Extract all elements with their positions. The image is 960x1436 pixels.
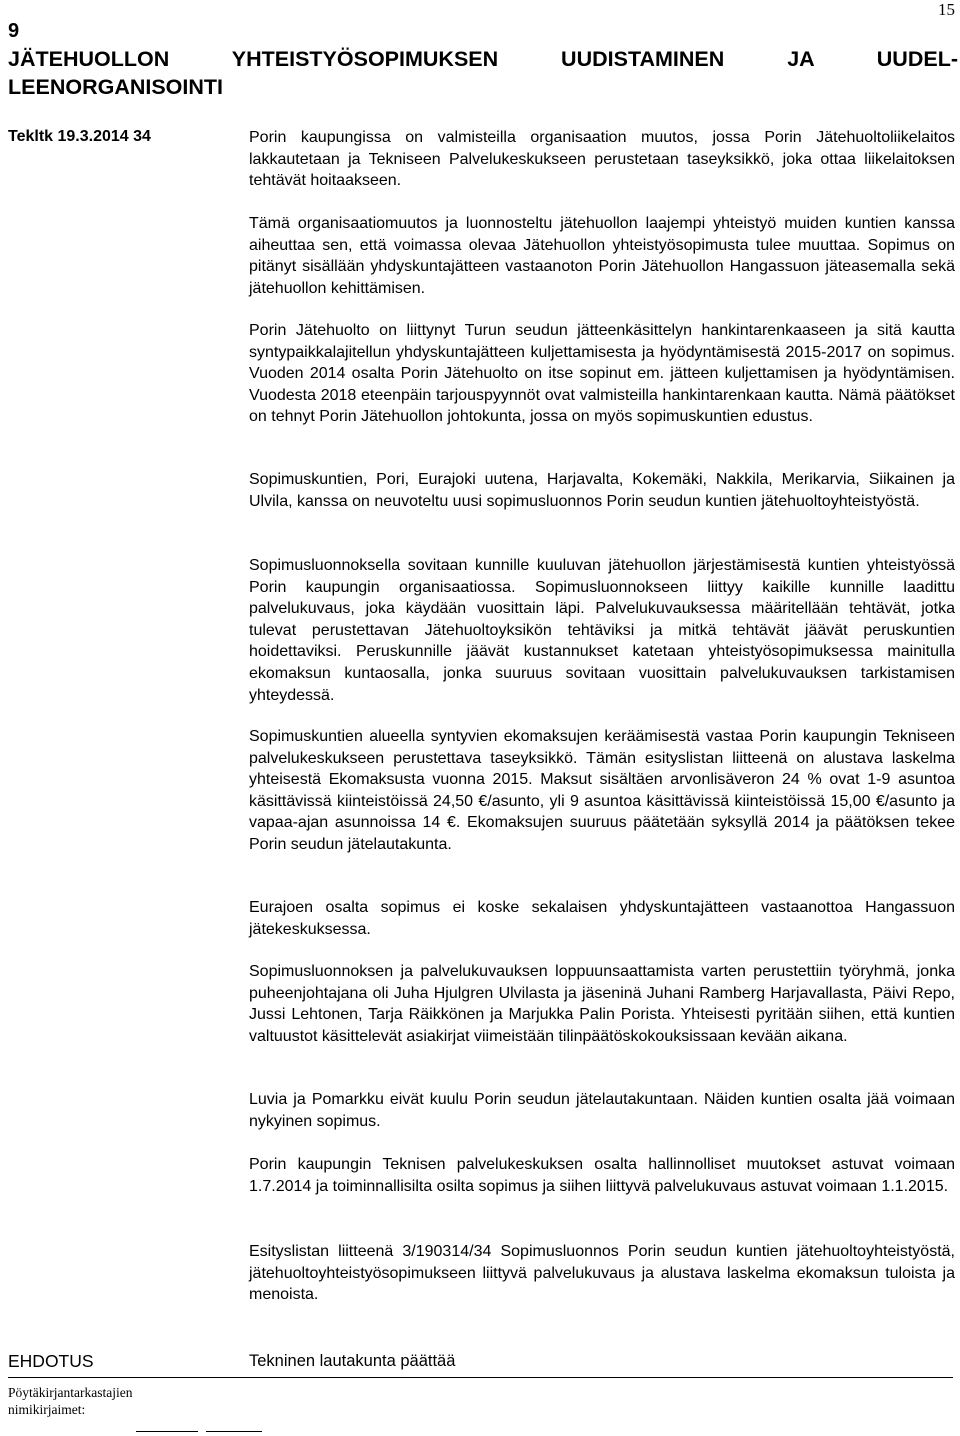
footer-label-line2: nimikirjaimet: [8,1402,86,1417]
section-title-line2: LEENORGANISOINTI [8,75,224,99]
footer-label-line1: Pöytäkirjantarkastajien [8,1385,133,1400]
page-number: 15 [938,0,955,19]
proposal-label: EHDOTUS [8,1351,94,1371]
meeting-reference: Tekltk 19.3.2014 34 [8,128,151,145]
initials-line-1 [136,1431,198,1432]
footer-initials-label [8,1384,132,1418]
decision-text: Tekninen lautakunta päättää [249,1352,456,1370]
initials-line-2 [206,1431,262,1432]
paragraph: Porin kaupungissa on valmisteilla organisaation muutos, jossa Porin Jätehuoltoliikelaitos lakkautetaan ja Tekniseen Palvelukeskukseen perustetaan taseyksikkö, joka ottaa liikelaitoksen tehtävät hoitaakseen. [249,129,955,190]
paragraph: Luvia ja Pomarkku eivät kuulu Porin seudun jätelautakuntaan. Näiden kuntien osalta jää voimaan nykyinen sopimus. [249,1091,955,1130]
paragraph: Esityslistan liitteenä 3/190314/34 Sopimusluonnos Porin seudun kuntien jätehuoltoyhteistyöstä, jätehuoltoyhteistyösopimukseen liittyvä palvelukuvaus ja alustava laskelma ekomaksun tuloista ja menoista. [249,1243,955,1304]
paragraph: Sopimusluonnoksella sovitaan kunnille kuuluvan jätehuollon järjestämisestä kuntien yhteistyössä Porin kaupungin organisaatiossa. Sopimusluonnokseen liittyy kaikille kunnille laadittu palvelukuvaus, joka käydään vuosittain läpi. Palvelukuvauksessa määritellään tehtävät, jotka tulevat perustettavan Jätehuoltoyksikön tehtäviksi ja mitkä tehtävät jäävät peruskuntien hoidettaviksi. Peruskunnille jäävät kustannukset katetaan yhteistyösopimuksessa mainitulla ekomaksun kuntaosalla, jonka suuruus sovitaan vuosittain palvelukuvauksen tarkistamisen yhteydessä. [249,557,955,704]
paragraph: Eurajoen osalta sopimus ei koske sekalaisen yhdyskuntajätteen vastaanottoa Hangassuon jätekeskuksessa. [249,899,955,938]
section-title [8,45,958,101]
paragraph: Porin Jätehuolto on liittynyt Turun seudun jätteenkäsittelyn hankintarenkaaseen ja sitä kautta syntypaikkalajitellun yhdyskuntajätteen kuljettamisesta ja hyödyntämisestä 2015-2017 on sopimus. Vuoden 2014 osalta Porin Jätehuolto on itse sopinut em. jätteen kuljettamisen ja hyödyntämisen. Vuodesta 2018 eteenpäin tarjouspyynnöt ovat valmisteilla hankintarenkaan kautta. Nämä päätökset on tehnyt Porin Jätehuollon johtokunta, jossa on myös sopimuskuntien edustus. [249,322,955,426]
footer-divider [8,1377,953,1378]
section-title-line1: JÄTEHUOLLON YHTEISTYÖSOPIMUKSEN UUDISTAMINEN JA UUDEL- [8,47,958,71]
paragraph: Tämä organisaatiomuutos ja luonnosteltu jätehuollon laajempi yhteistyö muiden kuntien kanssa aiheuttaa sen, että voimassa olevaa Jätehuollon yhteistyösopimusta tulee muuttaa. Sopimus on pitänyt sisällään yhdyskuntajätteen vastaanoton Porin Jätehuollon Hangassuon jäteasemalla sekä jätehuollon kehittämisen. [249,215,955,297]
paragraph: Porin kaupungin Teknisen palvelukeskuksen osalta hallinnolliset muutokset astuvat voimaan 1.7.2014 ja toiminnallisilta osilta sopimus ja siihen liittyvä palvelukuvaus astuvat voimaan 1.1.2015. [249,1156,955,1195]
paragraph: Sopimusluonnoksen ja palvelukuvauksen loppuunsaattamista varten perustettiin työryhmä, jonka puheenjohtajana oli Juha Hjulgren Ulvilasta ja jäseninä Juhani Ramberg Harjavallasta, Päivi Repo, Jussi Lehtonen, Tarja Räikkönen ja Marjukka Palin Porista. Yhteisesti pyritään siihen, että kuntien valtuustot käsittelevät asiakirjat viimeistään tilinpäätöskokouksissaan kevään aikana. [249,963,955,1045]
paragraph: Sopimuskuntien, Pori, Eurajoki uutena, Harjavalta, Kokemäki, Nakkila, Merikarvia, Siikainen ja Ulvila, kanssa on neuvoteltu uusi sopimusluonnos Porin seudun kuntien jätehuoltoyhteistyöstä. [249,471,955,510]
paragraph: Sopimuskuntien alueella syntyvien ekomaksujen keräämisestä vastaa Porin kaupungin Tekniseen palvelukeskukseen perustettava taseyksikkö. Tämän esityslistan liitteenä on alustava laskelma yhteisestä Ekomaksusta vuonna 2015. Maksut sisältäen arvonlisäveron 24 % ovat 1-9 asuntoa käsittävissä kiinteistöissä 24,50 €/asunto, yli 9 asuntoa käsittävissä kiinteistöissä 15,00 €/asunto ja vapaa-ajan asunnoissa 14 €. Ekomaksujen suuruus päätetään syksyllä 2014 ja päätöksen tekee Porin seudun jätelautakunta. [249,728,955,853]
item-number: 9 [8,20,20,42]
